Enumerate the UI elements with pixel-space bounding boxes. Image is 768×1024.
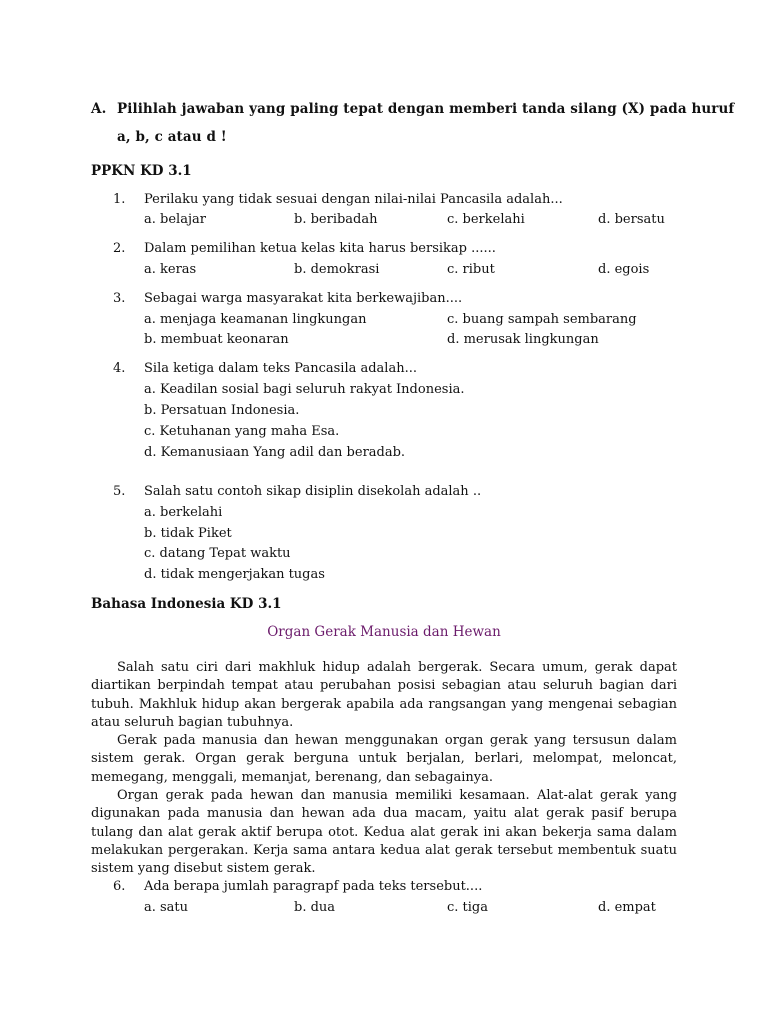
question-text: Ada berapa jumlah paragrapf pada teks tersebut.... [144,879,483,894]
question-number: 3. [113,291,126,306]
option-d[interactable]: d. bersatu [598,212,665,227]
option-c[interactable]: c. buang sampah sembarang [447,312,637,327]
paragraph-2: Gerak pada manusia dan hewan menggunakan organ gerak yang tersusun dalam sistem gerak. Organ gerak berguna untuk berjalan, berlari, melompat, meloncat, memegang, menggali, memanjat, berenang, dan sebagainya. [91,733,677,785]
option-d[interactable]: d. merusak lingkungan [447,332,599,347]
section-heading-ppkn: PPKN KD 3.1 [91,163,192,179]
option-a[interactable]: a. Keadilan sosial bagi seluruh rakyat Indonesia. [144,382,465,397]
option-c[interactable]: c. datang Tepat waktu [144,546,291,561]
option-c[interactable]: c. ribut [447,262,495,277]
question-number: 5. [113,484,126,499]
option-c[interactable]: c. berkelahi [447,212,525,227]
option-a[interactable]: a. satu [144,900,189,915]
option-a[interactable]: a. berkelahi [144,505,223,520]
question-text: Dalam pemilihan ketua kelas kita harus bersikap ...... [144,241,496,256]
option-c[interactable]: c. tiga [447,900,488,915]
option-b[interactable]: b. dua [294,900,336,915]
option-d[interactable]: d. tidak mengerjakan tugas [144,567,325,582]
option-b[interactable]: b. demokrasi [294,262,380,277]
option-b[interactable]: b. membuat keonaran [144,332,289,347]
question-number: 1. [113,192,126,207]
option-b[interactable]: b. Persatuan Indonesia. [144,403,300,418]
instruction-letter: A. [91,101,107,117]
reading-title: Organ Gerak Manusia dan Hewan [267,624,501,640]
option-a[interactable]: a. menjaga keamanan lingkungan [144,312,367,327]
option-b[interactable]: b. tidak Piket [144,526,232,541]
option-d[interactable]: d. empat [598,900,656,915]
option-c[interactable]: c. Ketuhanan yang maha Esa. [144,424,340,439]
instruction-line-2: a, b, c atau d ! [117,129,227,145]
question-text: Sebagai warga masyarakat kita berkewajiban.... [144,291,463,306]
question-number: 6. [113,879,126,894]
option-b[interactable]: b. beribadah [294,212,378,227]
question-text: Salah satu contoh sikap disiplin disekolah adalah .. [144,484,482,499]
option-d[interactable]: d. Kemanusiaan Yang adil dan beradab. [144,445,406,460]
paragraph-3: Organ gerak pada hewan dan manusia memiliki kesamaan. Alat-alat gerak yang digunakan pada manusia dan hewan ada dua macam, yaitu alat gerak pasif berupa tulang dan alat gerak aktif berupa otot. Kedua alat gerak ini akan bekerja sama dalam melakukan pergerakan. Kerja sama antara kedua alat gerak tersebut membentuk suatu sistem yang disebut sistem gerak. [91,788,677,877]
option-a[interactable]: a. keras [144,262,197,277]
question-number: 4. [113,361,126,376]
question-number: 2. [113,241,126,256]
question-text: Sila ketiga dalam teks Pancasila adalah... [144,361,417,376]
paragraph-1: Salah satu ciri dari makhluk hidup adalah bergerak. Secara umum, gerak dapat diartikan berpindah tempat atau perubahan posisi sebagian atau seluruh bagian dari tubuh. Makhluk hidup akan bergerak apabila ada rangsangan yang mengenai sebagian atau seluruh bagian tubuhnya. [91,660,677,730]
reading-passage [91,659,677,879]
option-a[interactable]: a. belajar [144,212,206,227]
instruction-line-1: Pilihlah jawaban yang paling tepat dengan memberi tanda silang (X) pada huruf [117,101,735,117]
option-d[interactable]: d. egois [598,262,650,277]
question-text: Perilaku yang tidak sesuai dengan nilai-nilai Pancasila adalah... [144,192,563,207]
section-heading-bahasa: Bahasa Indonesia KD 3.1 [91,596,282,612]
